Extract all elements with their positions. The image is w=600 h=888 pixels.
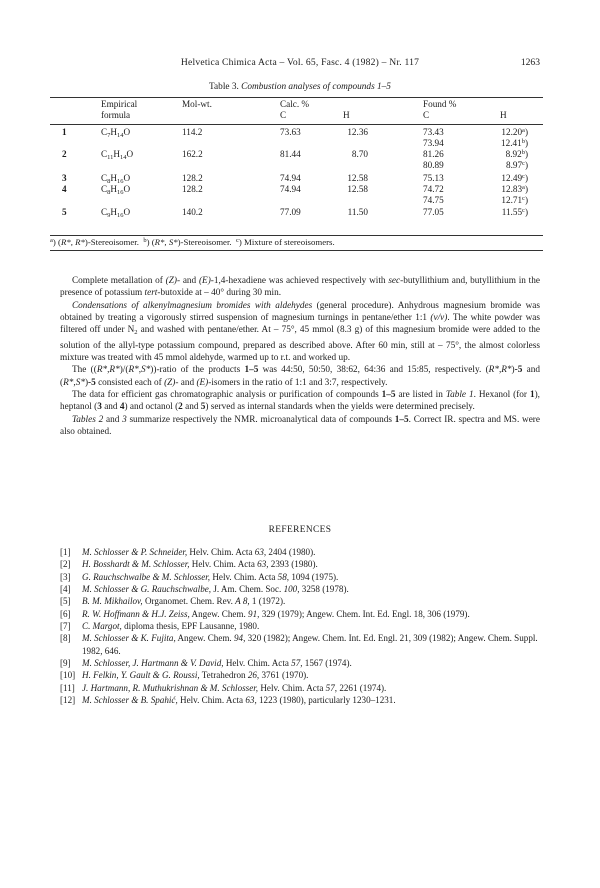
- journal-title: Helvetica Chimica Acta – Vol. 65, Fasc. 4 (1982) – Nr. 117: [180, 57, 420, 68]
- reference-volume: 63,: [245, 695, 257, 706]
- formula: $C_9H_{16}O$: [101, 207, 131, 219]
- found-c-value: 77.05: [423, 207, 444, 217]
- reference-number: [1]: [60, 547, 71, 557]
- table-footnote: $^a$) (R*, R*)-Stereoisomer. $^b$) (R*, S*)-Stereoisomer. $^c$) Mixture of stereoisomers.: [50, 237, 335, 247]
- formula: $C_8H_{16}O$: [101, 184, 131, 196]
- reference-authors: J. Hartmann, R. Muthukrishnan & M. Schlosser,: [82, 682, 259, 693]
- table-row: [50, 207, 543, 219]
- reference-number: [9]: [60, 658, 71, 669]
- reference-authors: M. Schlosser & B. Spahić,: [82, 695, 178, 706]
- reference-pages: 1223 (1980), particularly 1230–1231.: [256, 695, 396, 706]
- calc-c-value: 74.94: [280, 184, 301, 194]
- reference-pages: 320 (1982); Angew. Chem. Int. Ed. Engl. 21, 309 (1982); Angew. Chem. Suppl. 1982, 646.: [82, 633, 538, 656]
- reference-item: [60, 694, 540, 706]
- reference-journal: Tetrahedron: [199, 670, 248, 681]
- reference-volume: 57,: [291, 658, 303, 669]
- header-calc-h: H: [343, 110, 350, 120]
- calc-c-value: 77.09: [280, 207, 301, 217]
- reference-pages: 3258 (1978).: [299, 584, 349, 595]
- calc-c-value: 73.63: [280, 127, 301, 137]
- calc-h-value: 11.50: [347, 207, 368, 217]
- reference-authors: G. Rauchschwalbe & M. Schlosser,: [82, 571, 211, 582]
- reference-volume: A 8,: [235, 596, 250, 607]
- table-caption: [60, 82, 540, 92]
- reference-authors: M. Schlosser & P. Schneider,: [82, 547, 188, 557]
- reference-item: [60, 595, 540, 607]
- reference-authors: R. W. Hoffmann & H.J. Zeiss,: [82, 608, 190, 619]
- calc-h-value: 12.58: [347, 173, 368, 183]
- found-c-value: 81.26: [423, 149, 444, 159]
- reference-pages: 3761 (1970).: [259, 670, 309, 681]
- reference-number: [2]: [60, 559, 71, 570]
- reference-journal: Helv. Chim. Acta: [210, 571, 278, 582]
- reference-volume: 26,: [247, 670, 260, 681]
- reference-authors: M. Schlosser & G. Rauchschwalbe,: [82, 584, 212, 595]
- found-h-value: 12.49$^c$): [501, 173, 528, 183]
- reference-item: [60, 632, 540, 657]
- reference-journal: Organomet. Chem. Rev.: [142, 596, 236, 607]
- formula: $C_7H_{14}O$: [101, 127, 131, 139]
- paragraph-metallation: Complete metallation of (Z)- and (E)-1,4-hexadiene was achieved respectively with sec-butyllithium and, butyllithium in the presence of potassium tert-butoxide at – 40° during 30 min.: [60, 276, 540, 299]
- reference-item: [60, 608, 540, 620]
- reference-journal: J. Am. Chem. Soc.: [211, 584, 284, 595]
- compound-number: 4: [62, 184, 67, 194]
- reference-item: [60, 571, 540, 583]
- reference-item: [60, 682, 540, 694]
- reference-number: [5]: [60, 596, 71, 607]
- page-number: 1263: [520, 57, 540, 68]
- reference-volume: 63,: [254, 547, 267, 557]
- footnote-rule: [50, 250, 543, 251]
- reference-item: [60, 657, 540, 669]
- table-body: [50, 127, 543, 237]
- reference-volume: 94,: [233, 633, 246, 644]
- compound-number: 1: [62, 127, 67, 137]
- found-h-value: 8.97$^c$): [505, 160, 528, 170]
- compound-number: 3: [62, 173, 67, 183]
- reference-number: [8]: [60, 633, 71, 644]
- reference-number: [7]: [60, 621, 71, 632]
- found-h-value: 11.55$^c$): [501, 207, 528, 217]
- reference-number: [11]: [60, 682, 75, 693]
- references-list: [60, 546, 540, 706]
- references-heading: REFERENCES: [268, 525, 332, 535]
- calc-h-value: 12.36: [347, 127, 368, 137]
- header-calc-c: C: [280, 110, 287, 120]
- reference-item: [60, 669, 540, 681]
- found-c-value: 75.13: [423, 173, 444, 183]
- header-formula: formula: [101, 110, 131, 120]
- molwt-value: 128.2: [182, 184, 203, 194]
- table-bottom-rule: [50, 235, 543, 236]
- found-c-value: 73.43: [423, 127, 444, 137]
- reference-journal: Helv. Chim. Acta: [189, 559, 258, 570]
- reference-authors: H. Bosshardt & M. Schlosser,: [82, 559, 190, 570]
- table-header-rule: [50, 124, 543, 125]
- reference-item: [60, 583, 540, 595]
- paragraph-ratio: The ((R*,R*)/(R*,S*))-ratio of the products 1–5 was 44:50, 50:50, 38:62, 64:36 and 15:85, respectively. (R*,R*)-5 and (R*,S*)-5 consisted each of (Z)- and (E)-isomers in the ratio of 1:1 and 3:7, respectively.: [60, 365, 540, 388]
- formula: $C_{11}H_{14}O$: [101, 149, 134, 161]
- reference-volume: 58,: [277, 571, 290, 582]
- header-calc: Calc. %: [280, 99, 310, 109]
- calc-h-value: 8.70: [351, 149, 368, 159]
- reference-authors: B. M. Mikhailov,: [82, 596, 143, 607]
- reference-pages: 1 (1972).: [249, 596, 286, 607]
- reference-pages: 329 (1979); Angew. Chem. Int. Ed. Engl. 18, 306 (1979).: [259, 608, 470, 619]
- reference-pages: 1567 (1974).: [302, 658, 352, 669]
- molwt-value: 128.2: [182, 173, 203, 183]
- reference-journal: Helv. Chim. Acta: [177, 695, 246, 706]
- reference-item: [60, 546, 540, 558]
- reference-authors: M. Schlosser & K. Fujita,: [82, 633, 176, 644]
- reference-journal: Helv. Chim. Acta: [258, 682, 326, 693]
- reference-journal: Helv. Chim. Acta: [223, 658, 292, 669]
- reference-journal: Helv. Chim. Acta: [187, 547, 255, 557]
- formula: $C_8H_{16}O$: [101, 173, 131, 185]
- found-h-value: 12.71$^c$): [501, 195, 528, 205]
- reference-item: [60, 558, 540, 570]
- table-caption-title: Combustion analyses of compounds 1–5: [241, 82, 391, 92]
- header-empirical: Empirical: [101, 99, 138, 109]
- molwt-value: 140.2: [182, 207, 203, 217]
- found-h-value: 12.83$^a$): [501, 184, 528, 194]
- found-h-value: 8.92$^b$): [505, 149, 528, 159]
- header-found-c: C: [423, 110, 430, 120]
- found-c-value: 73.94: [423, 138, 444, 148]
- molwt-value: 114.2: [182, 127, 203, 137]
- found-c-value: 74.72: [423, 184, 444, 194]
- reference-volume: 63,: [257, 559, 269, 570]
- reference-journal: Angew. Chem.: [175, 633, 234, 644]
- reference-authors: M. Schlosser, J. Hartmann & V. David,: [82, 658, 224, 669]
- reference-number: [6]: [60, 608, 71, 619]
- paragraph-summary: Tables 2 and 3 summarize respectively the NMR. microanalytical data of compounds 1–5. Correct IR. spectra and MS. were also obtained.: [60, 414, 540, 438]
- reference-volume: 100,: [283, 584, 300, 595]
- header-found: Found %: [423, 99, 457, 109]
- reference-journal: Angew. Chem.: [189, 608, 249, 619]
- calc-c-value: 81.44: [280, 149, 301, 159]
- reference-pages: 1094 (1975).: [289, 571, 339, 582]
- reference-volume: 57,: [325, 682, 338, 693]
- reference-volume: 91,: [248, 608, 260, 619]
- reference-pages: 2404 (1980).: [266, 547, 316, 557]
- reference-number: [10]: [60, 670, 76, 681]
- found-h-value: 12.41$^b$): [501, 138, 528, 148]
- header-molwt: Mol-wt.: [182, 99, 212, 109]
- table-top-rule: [50, 97, 543, 98]
- calc-h-value: 12.58: [347, 184, 368, 194]
- reference-number: [4]: [60, 584, 71, 595]
- reference-number: [3]: [60, 571, 71, 582]
- found-c-value: 74.75: [423, 195, 444, 205]
- paragraph-general-procedure: Condensations of alkenylmagnesium bromides with aldehydes (general procedure). Anhydrous magnesium bromide was obtained by treating a vigorously stirred suspension of magnesium turnings in pentane/ether 1:1 (v/v). The white powder was filtered off under $N_2$ and washed with pentane/ether. At – 75°, 45 mmol (8.3 g) of this magnesium bromide were added to the solution of the allyl-type potassium compound, prepared as described above. After 60 min, still at – 75°, the almost colorless mixture was treated with 45 mmol aldehyde, warmed up to r.t. and worked up.: [60, 300, 541, 364]
- molwt-value: 162.2: [182, 149, 203, 159]
- reference-authors: H. Felkin, Y. Gault & G. Roussi,: [82, 670, 200, 681]
- header-found-h: H: [500, 110, 507, 120]
- reference-item: [60, 620, 540, 632]
- reference-number: [12]: [60, 695, 76, 706]
- body-text: [60, 275, 540, 438]
- found-h-value: 12.20$^a$): [501, 127, 528, 137]
- calc-c-value: 74.94: [280, 173, 301, 183]
- table-caption-label: Table 3.: [209, 82, 242, 92]
- reference-pages: 2393 (1980).: [268, 559, 318, 570]
- found-c-value: 80.89: [423, 160, 444, 170]
- table-row: [50, 195, 543, 207]
- compound-number: 5: [62, 207, 67, 217]
- table-row: [50, 160, 543, 172]
- reference-pages: 2261 (1974).: [337, 682, 387, 693]
- reference-journal: diploma thesis, EPF Lausanne, 1980.: [121, 621, 260, 632]
- compound-number: 2: [62, 149, 67, 159]
- reference-authors: C. Margot,: [82, 621, 122, 632]
- paragraph-gc-analysis: The data for efficient gas chromatographic analysis or purification of compounds 1–5 are listed in Table 1. Hexanol (for 1), heptanol (3 and 4) and octanol (2 and 5) served as internal standards when the yields were determined precisely.: [60, 390, 540, 413]
